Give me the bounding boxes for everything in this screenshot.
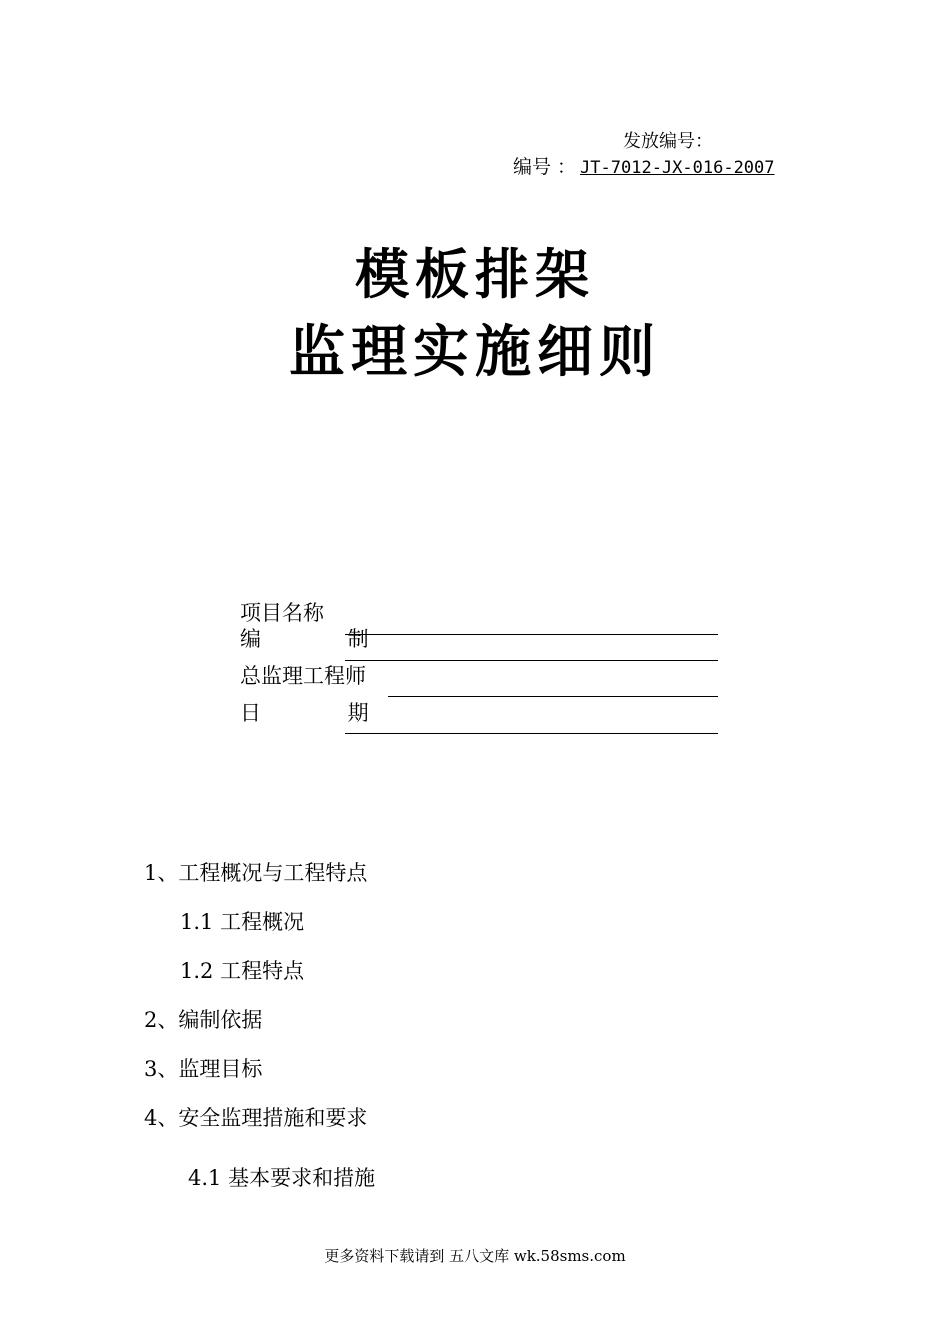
toc-item: 3、监理目标 — [144, 1057, 263, 1081]
toc-item: 4.1 基本要求和措施 — [188, 1166, 376, 1190]
toc-item: 4、安全监理措施和要求 — [144, 1106, 368, 1130]
chief-engineer-label: 总监理工程师 — [240, 664, 366, 688]
document-code-label: 编号 ： — [513, 156, 577, 178]
document-code-value: JT-7012-JX-016-2007 — [580, 158, 775, 178]
issue-number-label: 发放编号： — [623, 131, 713, 152]
compiler-underline — [345, 634, 718, 635]
toc-item: 1.2 工程特点 — [180, 959, 305, 983]
document-title-line2: 监理实施细则 — [289, 320, 661, 385]
date-underline — [345, 733, 718, 734]
toc-item: 1、工程概况与工程特点 — [144, 861, 368, 885]
footer-text: 更多资料下载请到 五八文库 wk.58sms.com — [324, 1247, 626, 1265]
project-name-label: 项目名称 — [240, 601, 324, 625]
date-label: 日 期 — [240, 701, 409, 725]
document-title-line1: 模板排架 — [355, 243, 595, 306]
toc-item: 2、编制依据 — [144, 1008, 263, 1032]
toc-item: 1.1 工程概况 — [180, 910, 305, 934]
chief-engineer-underline — [388, 696, 718, 697]
compiler-label: 编 制 — [240, 627, 409, 651]
chief-engineer-top-line — [345, 660, 718, 661]
document-code-row — [513, 152, 775, 179]
